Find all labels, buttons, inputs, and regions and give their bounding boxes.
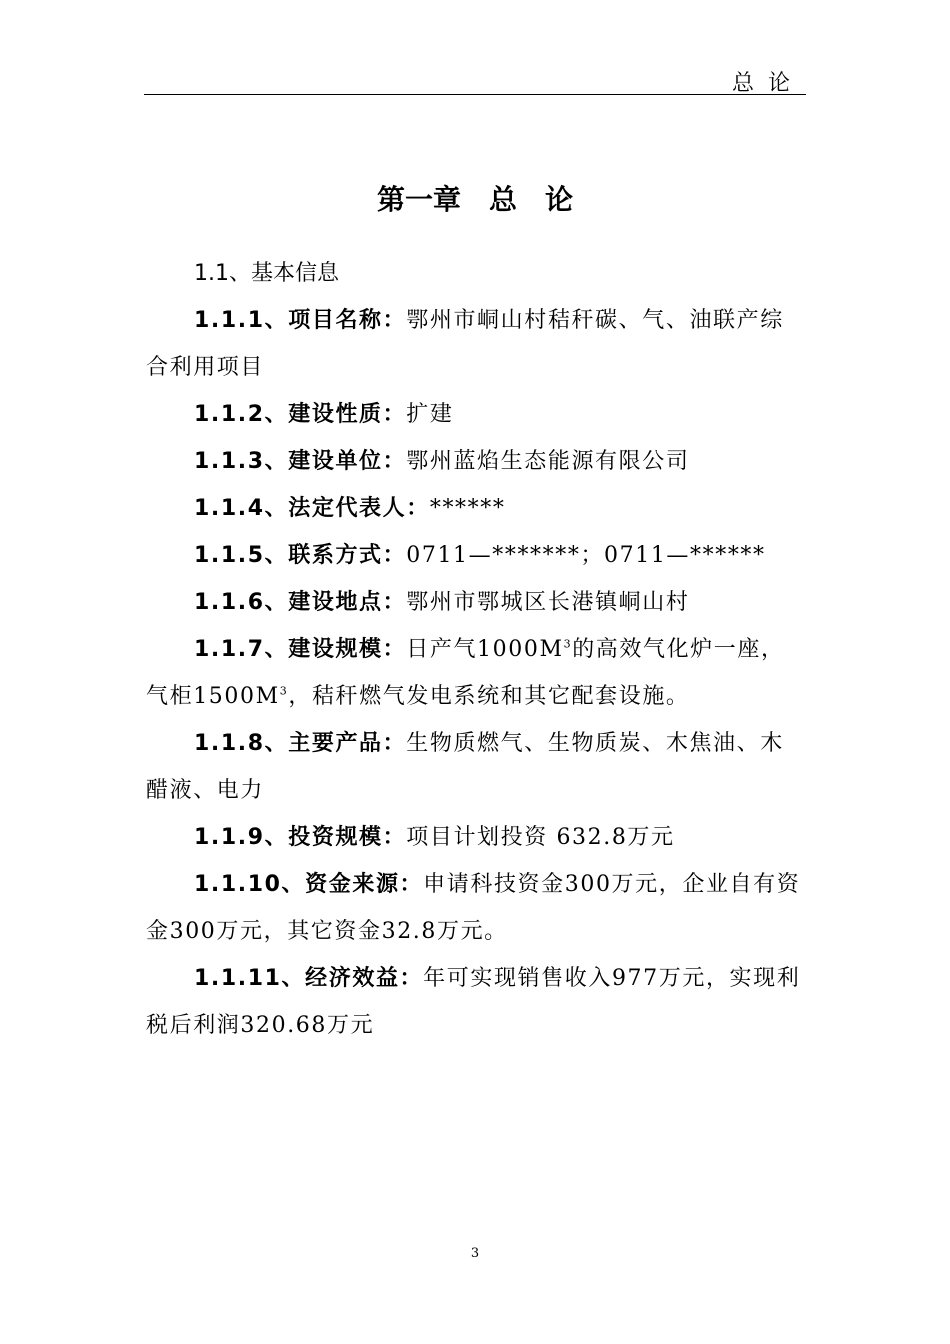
item-label: 1.1.2、建设性质： [194, 402, 407, 427]
item-value-part: 的高效气化炉一座，气柜1500M [146, 637, 785, 709]
item-label: 1.1.1、项目名称： [194, 308, 407, 333]
item-label: 1.1.3、建设单位： [194, 449, 407, 474]
item-label: 1.1.10、资金来源： [194, 872, 424, 897]
item-construction-nature [146, 391, 806, 438]
running-header: 总论 [731, 71, 804, 96]
item-value: ****** [429, 496, 506, 521]
header-rule [144, 94, 806, 95]
item-value: 年可实现销售收入977万元，实现利税后利润320.68万元 [146, 966, 801, 1038]
item-construction-site [146, 579, 806, 626]
item-contact [146, 532, 806, 579]
chapter-title: 第一章 总 论 [376, 183, 573, 216]
document-body [146, 250, 806, 1049]
item-economic-benefit [146, 955, 806, 1049]
superscript: 3 [563, 637, 573, 651]
item-value: 鄂州蓝焰生态能源有限公司 [406, 449, 690, 474]
item-value: 0711—*******；0711—****** [406, 543, 766, 568]
item-label: 1.1.9、投资规模： [194, 825, 407, 850]
item-legal-representative [146, 485, 806, 532]
item-value: 生物质燃气、生物质炭、木焦油、木醋液、电力 [146, 731, 784, 803]
item-project-name [146, 297, 806, 391]
item-label: 1.1.5、联系方式： [194, 543, 407, 568]
item-label: 1.1.4、法定代表人： [194, 496, 430, 521]
item-label: 1.1.11、经济效益： [194, 966, 424, 991]
page-number: 3 [470, 1246, 480, 1261]
section-title: 1.1、基本信息 [194, 261, 339, 286]
item-label: 1.1.7、建设规模： [194, 637, 407, 662]
item-value-part: 日产气1000M [406, 637, 564, 662]
item-value: 申请科技资金300万元，企业自有资金300万元，其它资金32.8万元。 [146, 872, 801, 944]
item-main-products [146, 720, 806, 814]
item-construction-scale [146, 626, 806, 720]
item-funding-source [146, 861, 806, 955]
item-value: 鄂州市鄂城区长港镇峒山村 [406, 590, 690, 615]
item-construction-unit [146, 438, 806, 485]
superscript: 3 [279, 684, 289, 698]
item-investment-scale [146, 814, 806, 861]
item-value: 鄂州市峒山村秸秆碳、气、油联产综合利用项目 [146, 308, 784, 380]
item-value-part: ，秸秆燃气发电系统和其它配套设施。 [288, 684, 690, 709]
item-value: 项目计划投资 632.8万元 [406, 825, 675, 850]
item-value: 扩建 [406, 402, 454, 427]
item-label: 1.1.6、建设地点： [194, 590, 407, 615]
item-label: 1.1.8、主要产品： [194, 731, 407, 756]
